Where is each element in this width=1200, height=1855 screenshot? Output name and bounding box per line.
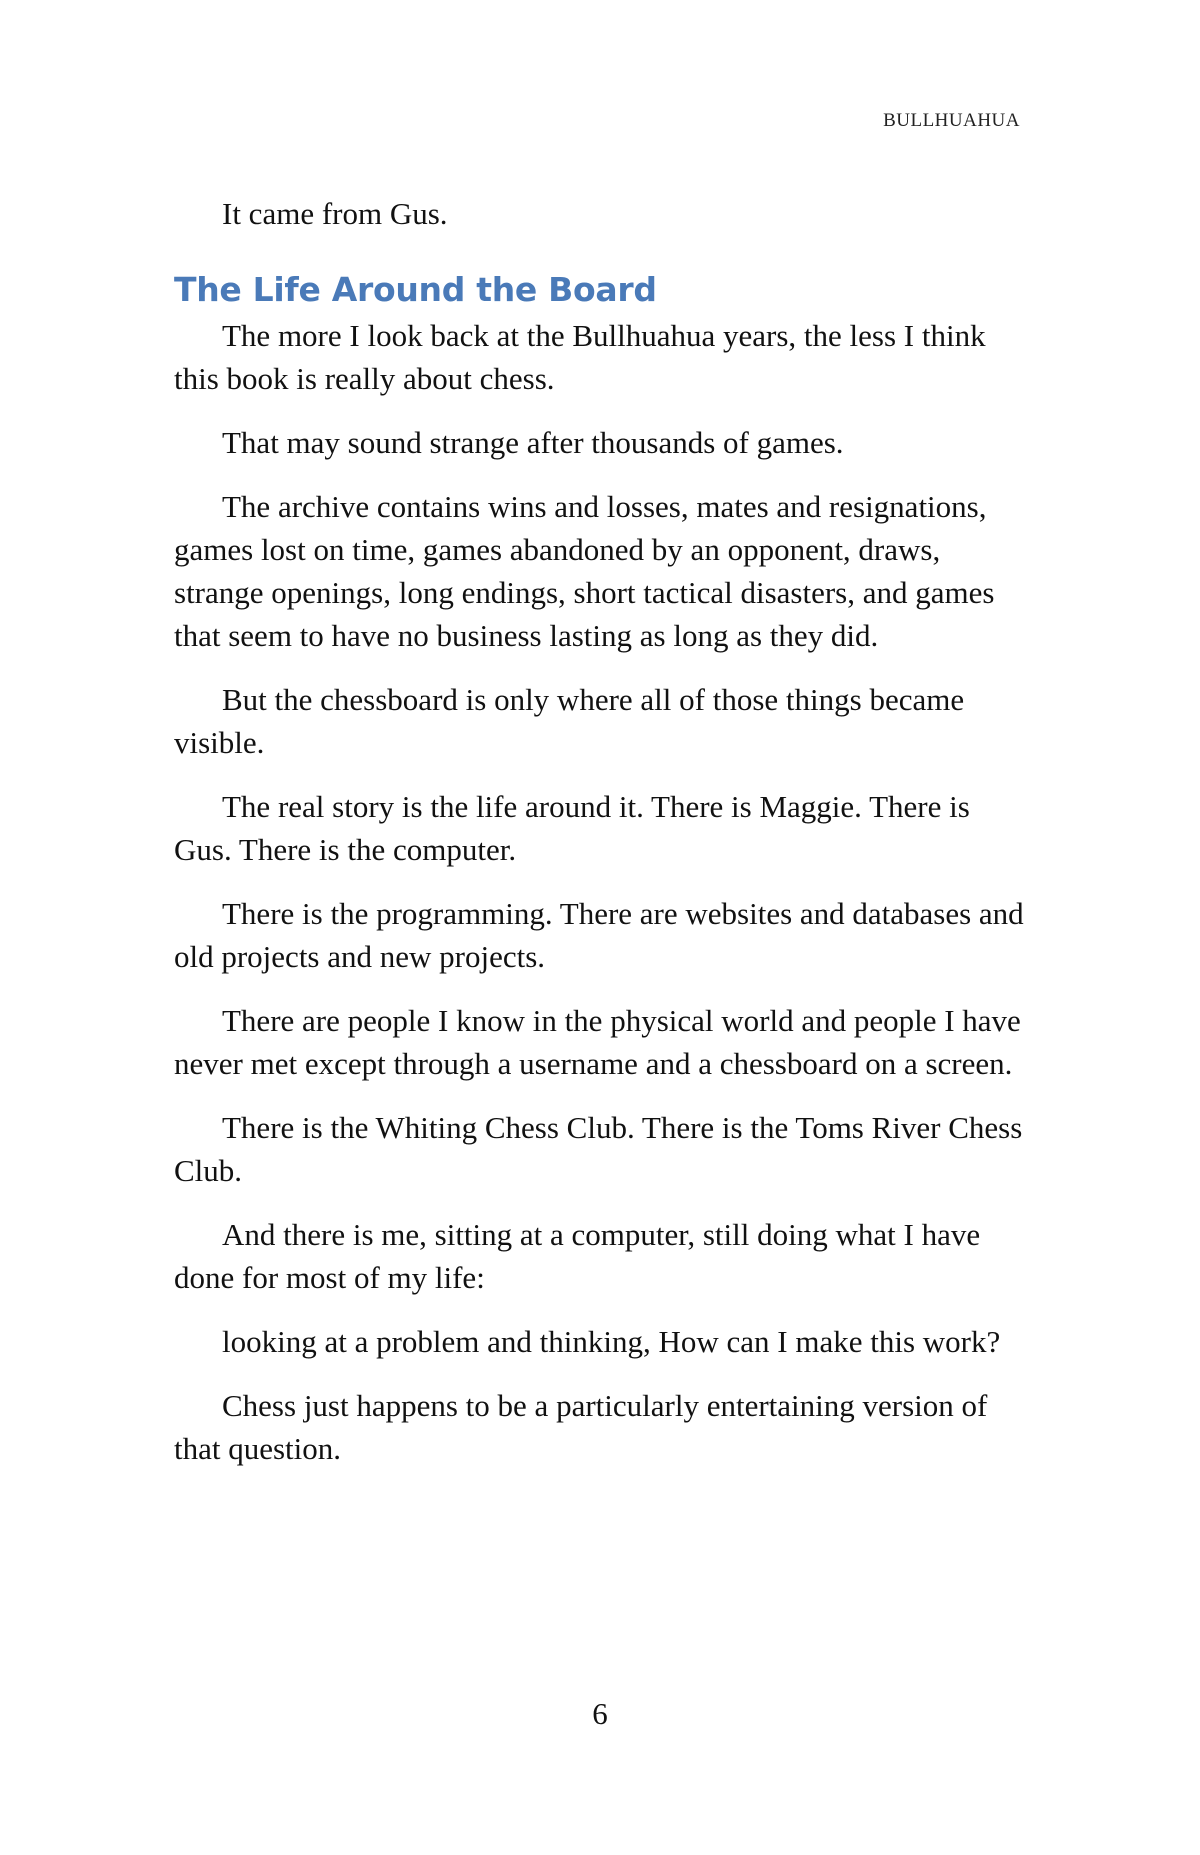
running-header: BULLHUAHUA — [883, 110, 1020, 131]
body-paragraph: There is the programming. There are websites and databases and old projects and new projects. — [174, 896, 1024, 974]
body-paragraph: That may sound strange after thousands of games. — [222, 425, 844, 460]
body-paragraph: The real story is the life around it. There is Maggie. There is Gus. There is the computer. — [174, 789, 970, 867]
body-paragraph: The archive contains wins and losses, mates and resignations, games lost on time, games abandoned by an opponent, draws, strange openings, long endings, short tactical disasters, and games that seem to have no business lasting as long as they did. — [174, 489, 995, 653]
body-paragraph: There are people I know in the physical world and people I have never met except through a username and a chessboard on a screen. — [174, 1003, 1021, 1081]
body-paragraph: Chess just happens to be a particularly entertaining version of that question. — [174, 1388, 988, 1466]
text-column — [174, 192, 1026, 1491]
body-paragraph: looking at a problem and thinking, How can I make this work? — [222, 1324, 1001, 1359]
section-heading: The Life Around the Board — [174, 270, 657, 309]
body-paragraph: But the chessboard is only where all of those things became visible. — [174, 682, 965, 760]
body-paragraph: There is the Whiting Chess Club. There is the Toms River Chess Club. — [174, 1110, 1023, 1188]
body-paragraph: The more I look back at the Bullhuahua years, the less I think this book is really about chess. — [174, 318, 986, 396]
body-paragraph: And there is me, sitting at a computer, still doing what I have done for most of my life: — [174, 1217, 981, 1295]
intro-paragraph: It came from Gus. — [222, 196, 448, 231]
page-number: 6 — [592, 1696, 608, 1731]
